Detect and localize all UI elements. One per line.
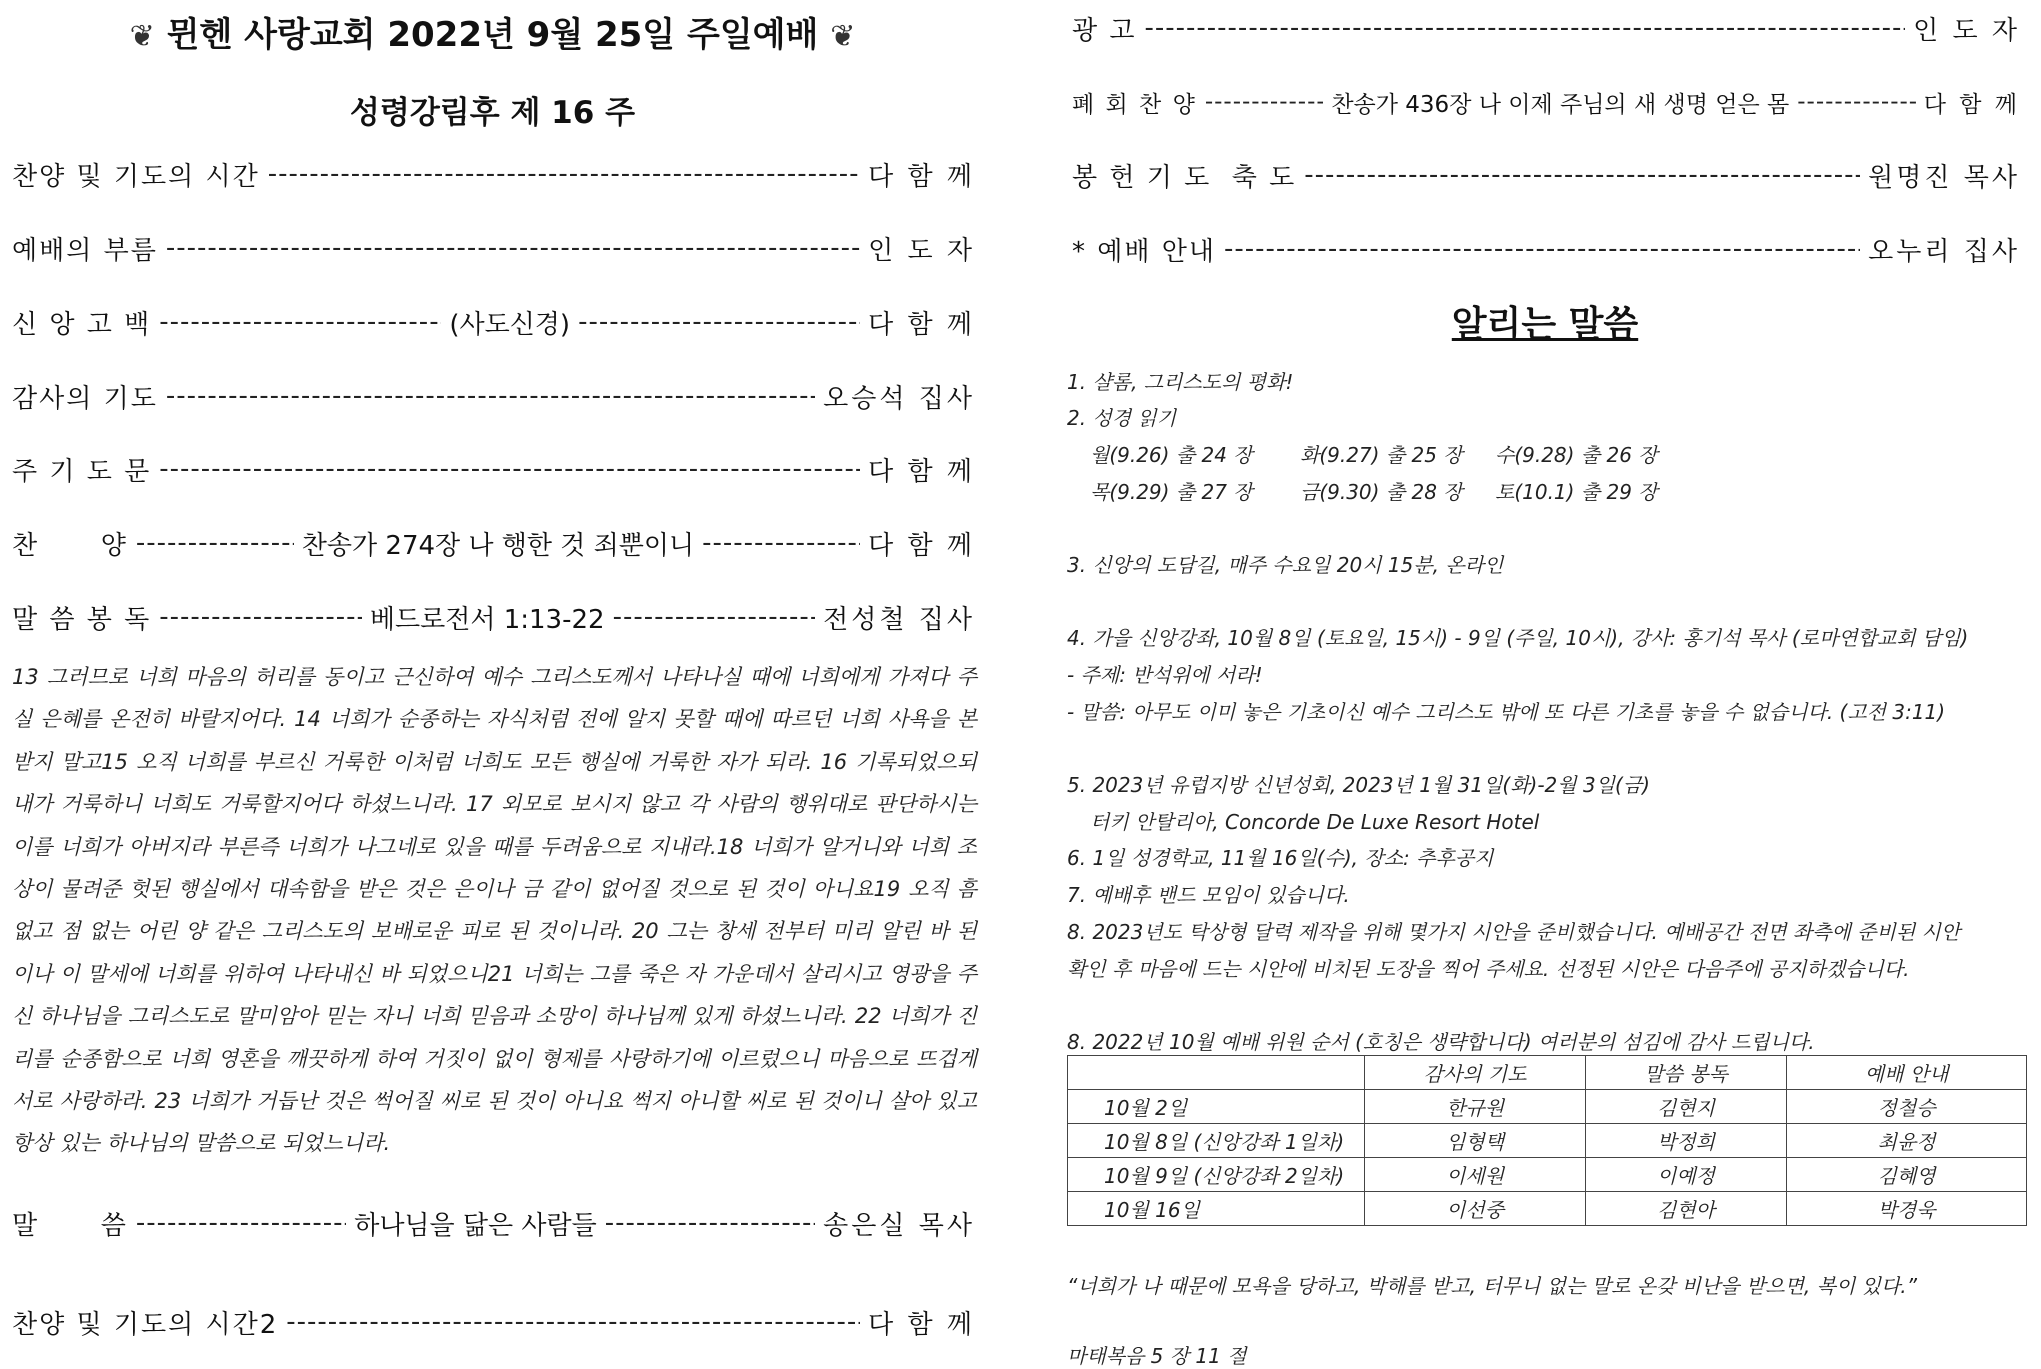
reading-day: 수(9.28) 출 26 장 — [1495, 443, 1658, 467]
dash-leader — [159, 454, 860, 484]
order-leader: 원명진 목사 — [1868, 162, 2020, 193]
announcement-item: 5. 2023년 유럽지방 신년성회, 2023년 1월 31일(화)-2월 3일(금) — [1067, 773, 1650, 797]
order-row — [12, 1203, 975, 1243]
order-label: 찬 양 — [12, 530, 128, 561]
bible-quote-reference: 마태복음 5 장 11 절 — [1067, 1344, 1247, 1368]
dash-leader — [1224, 234, 1860, 264]
table-row — [1068, 1124, 2027, 1158]
order-row — [1072, 229, 2020, 269]
order-leader: 다 함 께 — [868, 530, 975, 561]
order-row — [1072, 8, 2020, 48]
dash-leader — [136, 1208, 346, 1238]
table-cell: 임형택 — [1365, 1124, 1586, 1158]
announcement-item: - 주제: 반석위에 서라! — [1067, 663, 1263, 687]
table-cell: 10월 9일 (신앙강좌 2일차) — [1068, 1158, 1365, 1192]
order-leader: 다 함 께 — [868, 161, 975, 192]
order-leader: 다 함 께 — [868, 1309, 975, 1340]
table-header — [1068, 1056, 1365, 1090]
announcement-item: 2. 성경 읽기 — [1067, 406, 1177, 430]
announcements-title: 알리는 말씀 — [1451, 304, 1639, 345]
announcement-item: 3. 신앙의 도담길, 매주 수요일 20시 15분, 온라인 — [1067, 553, 1504, 577]
table-row — [1068, 1090, 2027, 1124]
reading-day: 화(9.27) 출 25 장 — [1300, 443, 1463, 467]
order-label: 폐 회 찬 양 — [1072, 91, 1197, 118]
table-header-row — [1068, 1056, 2027, 1090]
table-header: 예배 안내 — [1787, 1056, 2027, 1090]
order-leader: 오승석 집사 — [823, 383, 975, 414]
order-label: 신 앙 고 백 — [12, 309, 152, 340]
table-cell: 10월 16일 — [1068, 1192, 1365, 1226]
table-cell: 정철승 — [1787, 1090, 2027, 1124]
table-cell: 이예정 — [1585, 1158, 1786, 1192]
dash-leader — [166, 381, 815, 411]
order-row — [12, 154, 975, 194]
bulletin-title: 뮌헨 사랑교회 2022년 9월 25일 주일예배 — [166, 15, 819, 55]
table-cell: 10월 8일 (신앙강좌 1일차) — [1068, 1124, 1365, 1158]
order-label: 예배의 부름 — [12, 235, 158, 266]
announcement-item: - 말씀: 아무도 이미 놓은 기초이신 예수 그리스도 밖에 또 다른 기초를 놓을 수 없습니다. (고전 3:11) — [1067, 700, 1946, 724]
dash-leader — [605, 1208, 815, 1238]
order-row — [1072, 155, 2020, 195]
page-title — [0, 10, 985, 60]
announcement-item: 7. 예배후 밴드 모임이 있습니다. — [1067, 883, 1350, 907]
order-detail: 찬송가 274장 나 행한 것 죄뿐이니 — [301, 530, 695, 561]
order-leader: 오누리 집사 — [1868, 236, 2020, 267]
order-label: 말 씀 봉 독 — [12, 604, 152, 635]
announcement-item: 8. 2023년도 탁상형 달력 제작을 위해 몇가지 시안을 준비했습니다. 예배공간 전면 좌측에 준비된 시안 — [1067, 920, 1961, 944]
laurel-right-icon: ❦ — [830, 19, 856, 54]
table-cell: 박정희 — [1585, 1124, 1786, 1158]
order-row — [12, 449, 975, 489]
scripture-text: 13 그러므로 너희 마음의 허리를 동이고 근신하여 예수 그리스도께서 나타나실 때에 너희에게 가져다 주실 은혜를 온전히 바랄지어다. 14 너희가 순종하는 자식처럼 전에 알지 못할 때에 따르던 너희 사욕을 본받지 말고15 오직 너희를 부르신 거룩한 이처럼 너희도 모든 행실에 거룩한 자가 되라. 16 기록되었으되 내가 거룩하니 너희도 거룩할지어다 하셨느니라. 17 외모로 보시지 않고 각 사람의 행위대로 판단하시는 이를 너희가 아버지라 부른즉 너희가 나그네로 있을 때를 두려움으로 지내라.18 너희가 알거니와 너희 조상이 물려준 헛된 행실에서 대속함을 받은 것은 은이나 금 같이 없어질 것으로 된 것이 아니요19 오직 흠 없고 점 없는 어린 양 같은 그리스도의 보배로운 피로 된 것이니라. 20 그는 창세 전부터 미리 알린 바 된 이나 이 말세에 너희를 위하여 나타내신 바 되었으니21 너희는 그를 죽은 자 가운데서 살리시고 영광을 주신 하나님을 그리스도로 말미암아 믿는 자니 너희 믿음과 소망이 하나님께 있게 하셨느니라. 22 너희가 진리를 순종함으로 너희 영혼을 깨끗하게 하여 거짓이 없이 형제를 사랑하기에 이르렀으니 마음으로 뜨겁게 서로 사랑하라. 23 너희가 거듭난 것은 썩어질 씨로 된 것이 아니요 썩지 아니할 씨로 된 것이니 살아 있고 항상 있는 하나님의 말씀으로 되었느니라. — [12, 665, 977, 1156]
announcement-item: 확인 후 마음에 드는 시안에 비치된 도장을 찍어 주세요. 선정된 시안은 다음주에 공지하겠습니다. — [1067, 957, 1910, 981]
dash-leader — [286, 1307, 860, 1337]
table-header: 말씀 봉독 — [1585, 1056, 1786, 1090]
order-leader: 송은실 목사 — [823, 1210, 976, 1241]
table-cell: 10월 2일 — [1068, 1090, 1365, 1124]
order-detail: (사도신경) — [449, 309, 571, 340]
order-leader: 다 함 께 — [868, 456, 975, 487]
announcement-item: 6. 1일 성경학교, 11월 16일(수), 장소: 추후공지 — [1067, 846, 1494, 870]
order-row — [12, 1302, 975, 1342]
dash-leader — [136, 528, 294, 558]
table-header: 감사의 기도 — [1365, 1056, 1586, 1090]
dash-leader — [1145, 13, 1906, 43]
table-cell: 이선중 — [1365, 1192, 1586, 1226]
dash-leader — [1797, 89, 1916, 115]
order-label: * 예배 안내 — [1072, 236, 1216, 267]
order-label: 광 고 — [1072, 15, 1137, 46]
dash-leader — [159, 602, 362, 632]
table-cell: 김현아 — [1585, 1192, 1786, 1226]
left-column — [0, 0, 985, 1340]
page-subtitle: 성령강림후 제 16 주 — [349, 95, 636, 131]
order-detail: 찬송가 436장 나 이제 주님의 새 생명 얻은 몸 — [1331, 91, 1790, 118]
order-label: 말 씀 — [12, 1210, 128, 1241]
order-label: 찬양 및 기도의 시간2 — [12, 1309, 279, 1340]
order-row — [12, 523, 975, 563]
table-cell: 김혜영 — [1787, 1158, 2027, 1192]
table-row — [1068, 1158, 2027, 1192]
table-cell: 박경욱 — [1787, 1192, 2027, 1226]
announcement-item: 8. 2022년 10월 예배 위원 순서 (호칭은 생략합니다) 여러분의 섬김에 감사 드립니다. — [1067, 1030, 1815, 1054]
reading-day: 월(9.26) 출 24 장 — [1090, 443, 1253, 467]
order-leader: 다 함 께 — [868, 309, 976, 340]
order-row — [12, 302, 975, 342]
reading-row — [1090, 439, 1658, 468]
worship-duty-table — [1067, 1055, 2027, 1226]
table-cell: 이세원 — [1365, 1158, 1586, 1192]
reading-day: 토(10.1) 출 29 장 — [1495, 480, 1658, 504]
reading-row — [1090, 476, 1658, 505]
order-label: 감사의 기도 — [12, 383, 158, 414]
reading-day: 목(9.29) 출 27 장 — [1090, 480, 1253, 504]
order-label: 봉 헌 기 도 축 도 — [1072, 162, 1297, 193]
dash-leader — [166, 233, 860, 263]
dash-leader — [578, 307, 860, 337]
dash-leader — [1205, 89, 1324, 115]
order-label: 찬양 및 기도의 시간 — [12, 161, 260, 192]
dash-leader — [613, 602, 816, 632]
dash-leader — [268, 159, 860, 189]
announcement-item: 4. 가을 신앙강좌, 10월 8일 (토요일, 15시) - 9일 (주일, 10시), 강사: 홍기석 목사 (로마연합교회 담임) — [1067, 626, 1969, 650]
order-leader: 인 도 자 — [1913, 15, 2020, 46]
bible-quote: “너희가 나 때문에 모욕을 당하고, 박해를 받고, 터무니 없는 말로 온갖 비난을 받으면, 복이 있다.” — [1067, 1274, 1917, 1298]
order-leader: 인 도 자 — [868, 235, 975, 266]
order-leader: 다 함 께 — [1923, 91, 2021, 118]
order-row — [1072, 82, 2020, 122]
order-row — [12, 228, 975, 268]
dash-leader — [159, 307, 441, 337]
table-row — [1068, 1192, 2027, 1226]
table-cell: 최윤정 — [1787, 1124, 2027, 1158]
order-row — [12, 597, 975, 637]
order-detail: 하나님을 닮은 사람들 — [354, 1210, 597, 1241]
table-cell: 김현지 — [1585, 1090, 1786, 1124]
table-cell: 한규원 — [1365, 1090, 1586, 1124]
announcement-item: 터키 안탈리아, Concorde De Luxe Resort Hotel — [1090, 810, 1540, 834]
dash-leader — [1304, 160, 1860, 190]
reading-day: 금(9.30) 출 28 장 — [1300, 480, 1463, 504]
laurel-left-icon: ❦ — [129, 19, 155, 54]
order-label: 주 기 도 문 — [12, 456, 152, 487]
order-detail: 베드로전서 1:13-22 — [369, 604, 605, 635]
order-row — [12, 376, 975, 416]
order-leader: 전성철 집사 — [823, 604, 976, 635]
announcement-item: 1. 샬롬, 그리스도의 평화! — [1067, 370, 1294, 394]
dash-leader — [702, 528, 860, 558]
